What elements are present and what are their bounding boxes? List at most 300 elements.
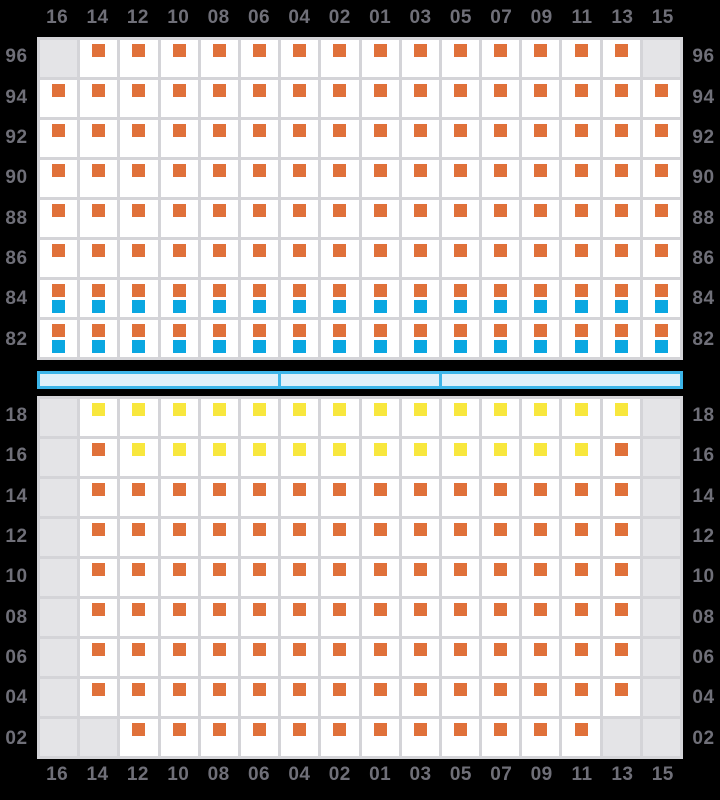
seat-cell[interactable] <box>241 559 278 596</box>
seat-cell[interactable] <box>40 320 77 357</box>
seat-cell[interactable] <box>201 639 238 676</box>
orange-seat-marker-icon <box>494 723 507 736</box>
orange-seat-marker-icon <box>615 643 628 656</box>
seat-cell[interactable] <box>161 439 198 476</box>
seat-cell[interactable] <box>562 399 599 436</box>
seat-cell[interactable] <box>80 599 117 636</box>
seat-cell[interactable] <box>321 240 358 277</box>
seat-cell[interactable] <box>241 80 278 117</box>
seat-cell[interactable] <box>562 280 599 317</box>
seat-cell[interactable] <box>603 519 640 556</box>
seat-cell[interactable] <box>643 320 680 357</box>
row-label: 02 <box>5 727 28 749</box>
seat-cell[interactable] <box>80 160 117 197</box>
seat-cell[interactable] <box>40 200 77 237</box>
seat-cell[interactable] <box>281 80 318 117</box>
seat-cell[interactable] <box>40 240 77 277</box>
orange-seat-marker-icon <box>454 284 467 297</box>
seat-cell[interactable] <box>522 120 559 157</box>
seat-cell[interactable] <box>241 200 278 237</box>
seat-cell[interactable] <box>603 160 640 197</box>
seat-cell[interactable] <box>603 40 640 77</box>
seat-cell[interactable] <box>120 479 157 516</box>
seat-cell[interactable] <box>603 80 640 117</box>
seat-cell[interactable] <box>442 320 479 357</box>
seat-cell[interactable] <box>161 559 198 596</box>
seat-cell[interactable] <box>201 320 238 357</box>
seat-cell[interactable] <box>241 280 278 317</box>
seat-cell[interactable] <box>120 200 157 237</box>
seat-cell[interactable] <box>161 240 198 277</box>
seat-cell[interactable] <box>522 599 559 636</box>
seat-cell[interactable] <box>442 559 479 596</box>
seat-cell[interactable] <box>80 200 117 237</box>
seat-cell[interactable] <box>161 519 198 556</box>
seat-cell[interactable] <box>643 160 680 197</box>
seat-cell[interactable] <box>40 120 77 157</box>
orange-seat-marker-icon <box>132 324 145 337</box>
seat-cell[interactable] <box>120 120 157 157</box>
orange-seat-marker-icon <box>52 124 65 137</box>
seat-cell[interactable] <box>562 639 599 676</box>
seat-cell[interactable] <box>120 280 157 317</box>
seat-cell[interactable] <box>120 719 157 756</box>
seat-cell[interactable] <box>120 639 157 676</box>
seat-cell[interactable] <box>281 120 318 157</box>
seat-cell[interactable] <box>522 679 559 716</box>
orange-seat-marker-icon <box>132 643 145 656</box>
seat-cell[interactable] <box>161 160 198 197</box>
seat-cell[interactable] <box>321 80 358 117</box>
seat-cell[interactable] <box>161 679 198 716</box>
seat-cell[interactable] <box>362 120 399 157</box>
seat-cell[interactable] <box>402 160 439 197</box>
orange-seat-marker-icon <box>575 204 588 217</box>
seat-cell[interactable] <box>362 519 399 556</box>
column-label: 12 <box>126 7 149 28</box>
seat-cell[interactable] <box>281 439 318 476</box>
seat-cell[interactable] <box>201 40 238 77</box>
seat-cell[interactable] <box>562 320 599 357</box>
seat-cell[interactable] <box>161 639 198 676</box>
seat-cell[interactable] <box>281 519 318 556</box>
seat-cell[interactable] <box>281 320 318 357</box>
seat-cell[interactable] <box>80 280 117 317</box>
seat-cell[interactable] <box>120 439 157 476</box>
seat-cell[interactable] <box>643 280 680 317</box>
seat-cell[interactable] <box>241 519 278 556</box>
seat-cell[interactable] <box>80 240 117 277</box>
seat-cell[interactable] <box>241 719 278 756</box>
seat-cell[interactable] <box>402 280 439 317</box>
seat-cell[interactable] <box>442 439 479 476</box>
seat-cell[interactable] <box>241 439 278 476</box>
seat-cell[interactable] <box>522 479 559 516</box>
seat-cell[interactable] <box>120 320 157 357</box>
seat-cell[interactable] <box>522 160 559 197</box>
seat-cell[interactable] <box>120 559 157 596</box>
seat-cell[interactable] <box>281 240 318 277</box>
orange-seat-marker-icon <box>414 44 427 57</box>
seat-cell[interactable] <box>603 439 640 476</box>
seat-cell[interactable] <box>321 160 358 197</box>
seat-cell[interactable] <box>321 120 358 157</box>
orange-seat-marker-icon <box>575 324 588 337</box>
seat-cell[interactable] <box>321 280 358 317</box>
walkway-segment <box>40 374 278 386</box>
seat-cell[interactable] <box>80 439 117 476</box>
seat-cell[interactable] <box>120 519 157 556</box>
seat-cell[interactable] <box>201 599 238 636</box>
seat-cell[interactable] <box>161 80 198 117</box>
orange-seat-marker-icon <box>333 643 346 656</box>
seat-cell[interactable] <box>201 439 238 476</box>
seat-cell[interactable] <box>80 120 117 157</box>
seat-cell[interactable] <box>161 719 198 756</box>
seat-cell[interactable] <box>241 160 278 197</box>
seat-cell[interactable] <box>321 599 358 636</box>
seat-cell[interactable] <box>522 519 559 556</box>
seat-cell[interactable] <box>120 160 157 197</box>
orange-seat-marker-icon <box>454 683 467 696</box>
seat-cell-unavailable <box>643 559 680 596</box>
orange-seat-marker-icon <box>92 563 105 576</box>
seat-cell[interactable] <box>482 40 519 77</box>
seat-cell[interactable] <box>362 679 399 716</box>
orange-seat-marker-icon <box>173 523 186 536</box>
orange-seat-marker-icon <box>414 124 427 137</box>
seat-cell[interactable] <box>402 399 439 436</box>
seat-cell[interactable] <box>281 559 318 596</box>
seat-cell[interactable] <box>482 439 519 476</box>
seat-cell[interactable] <box>402 439 439 476</box>
seat-cell[interactable] <box>321 200 358 237</box>
seat-cell[interactable] <box>482 559 519 596</box>
orange-seat-marker-icon <box>52 244 65 257</box>
seat-cell[interactable] <box>643 80 680 117</box>
seat-cell[interactable] <box>603 200 640 237</box>
seat-cell[interactable] <box>362 80 399 117</box>
seat-cell[interactable] <box>603 280 640 317</box>
seat-cell[interactable] <box>80 559 117 596</box>
seat-cell[interactable] <box>241 120 278 157</box>
seat-cell[interactable] <box>201 479 238 516</box>
seat-cell[interactable] <box>562 80 599 117</box>
seat-cell[interactable] <box>402 240 439 277</box>
seat-cell[interactable] <box>241 240 278 277</box>
seat-cell[interactable] <box>562 40 599 77</box>
seat-cell[interactable] <box>281 40 318 77</box>
seat-cell[interactable] <box>241 479 278 516</box>
seat-cell[interactable] <box>321 439 358 476</box>
seat-cell[interactable] <box>402 320 439 357</box>
seat-cell[interactable] <box>562 160 599 197</box>
seat-cell[interactable] <box>482 280 519 317</box>
seat-cell[interactable] <box>482 240 519 277</box>
seat-cell[interactable] <box>161 599 198 636</box>
yellow-seat-marker-icon <box>615 403 628 416</box>
orange-seat-marker-icon <box>253 284 266 297</box>
seat-cell[interactable] <box>40 280 77 317</box>
seat-cell[interactable] <box>482 679 519 716</box>
seat-cell[interactable] <box>241 599 278 636</box>
seat-cell[interactable] <box>643 200 680 237</box>
orange-seat-marker-icon <box>575 683 588 696</box>
seat-cell[interactable] <box>40 80 77 117</box>
seat-cell[interactable] <box>161 40 198 77</box>
seat-cell[interactable] <box>522 559 559 596</box>
seat-cell[interactable] <box>161 280 198 317</box>
seat-cell[interactable] <box>603 599 640 636</box>
seat-cell[interactable] <box>161 320 198 357</box>
seat-cell[interactable] <box>402 599 439 636</box>
seat-cell[interactable] <box>643 240 680 277</box>
orange-seat-marker-icon <box>92 244 105 257</box>
orange-seat-marker-icon <box>132 723 145 736</box>
seat-cell[interactable] <box>482 200 519 237</box>
orange-seat-marker-icon <box>615 44 628 57</box>
seat-cell[interactable] <box>321 320 358 357</box>
seat-cell[interactable] <box>442 120 479 157</box>
seat-cell[interactable] <box>603 399 640 436</box>
seat-cell[interactable] <box>362 439 399 476</box>
seat-cell[interactable] <box>442 280 479 317</box>
seat-cell[interactable] <box>603 479 640 516</box>
seat-cell[interactable] <box>201 160 238 197</box>
seat-cell[interactable] <box>321 719 358 756</box>
seat-cell[interactable] <box>603 240 640 277</box>
seat-cell[interactable] <box>562 439 599 476</box>
orange-seat-marker-icon <box>253 44 266 57</box>
seat-cell[interactable] <box>562 120 599 157</box>
seat-cell[interactable] <box>362 599 399 636</box>
seat-cell[interactable] <box>522 439 559 476</box>
seat-cell[interactable] <box>362 160 399 197</box>
seat-cell[interactable] <box>241 320 278 357</box>
seat-cell[interactable] <box>562 559 599 596</box>
seat-cell[interactable] <box>321 639 358 676</box>
seat-cell[interactable] <box>40 160 77 197</box>
seat-cell[interactable] <box>120 399 157 436</box>
seat-cell[interactable] <box>80 80 117 117</box>
seat-cell[interactable] <box>281 280 318 317</box>
seat-cell[interactable] <box>402 40 439 77</box>
seat-cell-unavailable <box>40 559 77 596</box>
seat-cell[interactable] <box>80 40 117 77</box>
seat-cell[interactable] <box>402 120 439 157</box>
seat-cell[interactable] <box>321 519 358 556</box>
yellow-seat-marker-icon <box>173 443 186 456</box>
seat-cell[interactable] <box>442 399 479 436</box>
seat-cell[interactable] <box>362 240 399 277</box>
seat-cell[interactable] <box>241 399 278 436</box>
seat-cell[interactable] <box>402 719 439 756</box>
seat-cell[interactable] <box>362 320 399 357</box>
seat-cell[interactable] <box>562 519 599 556</box>
seat-cell[interactable] <box>80 639 117 676</box>
seat-cell[interactable] <box>442 200 479 237</box>
seat-cell[interactable] <box>241 679 278 716</box>
seat-cell[interactable] <box>281 160 318 197</box>
seat-cell[interactable] <box>161 399 198 436</box>
orange-seat-marker-icon <box>333 723 346 736</box>
seat-cell[interactable] <box>120 40 157 77</box>
seat-cell[interactable] <box>603 639 640 676</box>
seat-cell[interactable] <box>522 280 559 317</box>
seat-cell[interactable] <box>281 679 318 716</box>
seat-cell[interactable] <box>120 80 157 117</box>
orange-seat-marker-icon <box>414 204 427 217</box>
orange-seat-marker-icon <box>132 603 145 616</box>
row-label: 06 <box>5 647 28 669</box>
seat-cell[interactable] <box>402 639 439 676</box>
orange-seat-marker-icon <box>333 603 346 616</box>
seat-cell[interactable] <box>643 120 680 157</box>
seat-cell[interactable] <box>362 559 399 596</box>
seat-cell[interactable] <box>603 320 640 357</box>
seat-cell[interactable] <box>201 679 238 716</box>
seat-cell[interactable] <box>281 719 318 756</box>
seat-cell[interactable] <box>522 320 559 357</box>
seat-cell[interactable] <box>80 519 117 556</box>
seat-cell[interactable] <box>482 120 519 157</box>
seat-cell[interactable] <box>362 479 399 516</box>
seat-cell[interactable] <box>402 519 439 556</box>
row-label: 94 <box>5 86 28 108</box>
seat-cell[interactable] <box>80 679 117 716</box>
orange-seat-marker-icon <box>333 244 346 257</box>
seat-cell[interactable] <box>482 80 519 117</box>
seat-cell[interactable] <box>321 679 358 716</box>
orange-seat-marker-icon <box>534 643 547 656</box>
seat-cell[interactable] <box>442 160 479 197</box>
seat-cell[interactable] <box>522 719 559 756</box>
seat-cell[interactable] <box>442 479 479 516</box>
seat-cell[interactable] <box>120 240 157 277</box>
seat-cell[interactable] <box>562 240 599 277</box>
seat-cell[interactable] <box>442 40 479 77</box>
seat-cell[interactable] <box>362 40 399 77</box>
seat-cell[interactable] <box>201 399 238 436</box>
seat-cell[interactable] <box>201 120 238 157</box>
seat-cell[interactable] <box>321 559 358 596</box>
seat-cell[interactable] <box>201 200 238 237</box>
seat-cell[interactable] <box>482 479 519 516</box>
seat-cell[interactable] <box>80 399 117 436</box>
orange-seat-marker-icon <box>534 683 547 696</box>
orange-seat-marker-icon <box>52 324 65 337</box>
seat-cell[interactable] <box>522 399 559 436</box>
seat-cell[interactable] <box>281 599 318 636</box>
seat-cell[interactable] <box>201 719 238 756</box>
orange-seat-marker-icon <box>655 164 668 177</box>
seat-cell[interactable] <box>482 160 519 197</box>
seat-cell[interactable] <box>362 399 399 436</box>
seat-cell[interactable] <box>522 639 559 676</box>
orange-seat-marker-icon <box>253 723 266 736</box>
seat-cell[interactable] <box>281 399 318 436</box>
orange-seat-marker-icon <box>374 84 387 97</box>
row-label: 90 <box>692 167 715 189</box>
seat-cell[interactable] <box>362 280 399 317</box>
seat-cell[interactable] <box>442 240 479 277</box>
orange-seat-marker-icon <box>454 563 467 576</box>
seat-cell[interactable] <box>321 479 358 516</box>
seat-cell[interactable] <box>281 200 318 237</box>
seat-cell[interactable] <box>161 479 198 516</box>
seat-cell[interactable] <box>562 679 599 716</box>
seat-cell[interactable] <box>442 679 479 716</box>
column-label: 09 <box>530 764 553 785</box>
seat-cell[interactable] <box>522 200 559 237</box>
seat-cell[interactable] <box>161 200 198 237</box>
seat-cell[interactable] <box>603 120 640 157</box>
seat-cell[interactable] <box>321 399 358 436</box>
seat-cell[interactable] <box>362 639 399 676</box>
row-label: 06 <box>692 647 715 669</box>
seat-cell[interactable] <box>241 40 278 77</box>
seat-cell[interactable] <box>201 519 238 556</box>
seat-cell[interactable] <box>161 120 198 157</box>
seat-cell[interactable] <box>120 679 157 716</box>
seat-cell[interactable] <box>522 80 559 117</box>
seat-cell[interactable] <box>80 320 117 357</box>
seat-cell[interactable] <box>321 40 358 77</box>
seat-cell[interactable] <box>241 639 278 676</box>
row-label: 84 <box>5 288 28 310</box>
seat-cell[interactable] <box>201 280 238 317</box>
seat-cell[interactable] <box>402 80 439 117</box>
seat-cell[interactable] <box>402 679 439 716</box>
row-label: 82 <box>692 328 715 350</box>
seat-cell[interactable] <box>482 399 519 436</box>
seat-cell[interactable] <box>442 519 479 556</box>
seat-cell[interactable] <box>402 479 439 516</box>
seat-cell[interactable] <box>562 200 599 237</box>
seat-cell[interactable] <box>562 479 599 516</box>
seat-cell[interactable] <box>442 599 479 636</box>
seat-cell[interactable] <box>482 719 519 756</box>
seat-cell[interactable] <box>442 80 479 117</box>
seat-cell[interactable] <box>281 639 318 676</box>
seat-grid-lower <box>37 396 683 759</box>
seat-cell[interactable] <box>281 479 318 516</box>
seat-cell[interactable] <box>402 200 439 237</box>
seat-cell[interactable] <box>201 559 238 596</box>
seat-cell[interactable] <box>201 240 238 277</box>
seat-cell[interactable] <box>522 240 559 277</box>
seat-cell[interactable] <box>482 639 519 676</box>
blue-seat-marker-icon <box>92 300 105 313</box>
orange-seat-marker-icon <box>293 723 306 736</box>
seat-cell[interactable] <box>562 719 599 756</box>
seat-cell[interactable] <box>603 559 640 596</box>
seat-cell[interactable] <box>80 479 117 516</box>
seat-cell[interactable] <box>402 559 439 596</box>
seat-cell[interactable] <box>522 40 559 77</box>
seat-cell[interactable] <box>482 320 519 357</box>
seat-cell[interactable] <box>562 599 599 636</box>
seat-cell[interactable] <box>482 519 519 556</box>
seat-cell[interactable] <box>362 200 399 237</box>
seat-cell[interactable] <box>482 599 519 636</box>
seat-cell[interactable] <box>120 599 157 636</box>
seat-cell[interactable] <box>442 639 479 676</box>
seat-cell[interactable] <box>603 679 640 716</box>
seat-cell[interactable] <box>442 719 479 756</box>
seat-cell[interactable] <box>362 719 399 756</box>
seat-cell[interactable] <box>201 80 238 117</box>
